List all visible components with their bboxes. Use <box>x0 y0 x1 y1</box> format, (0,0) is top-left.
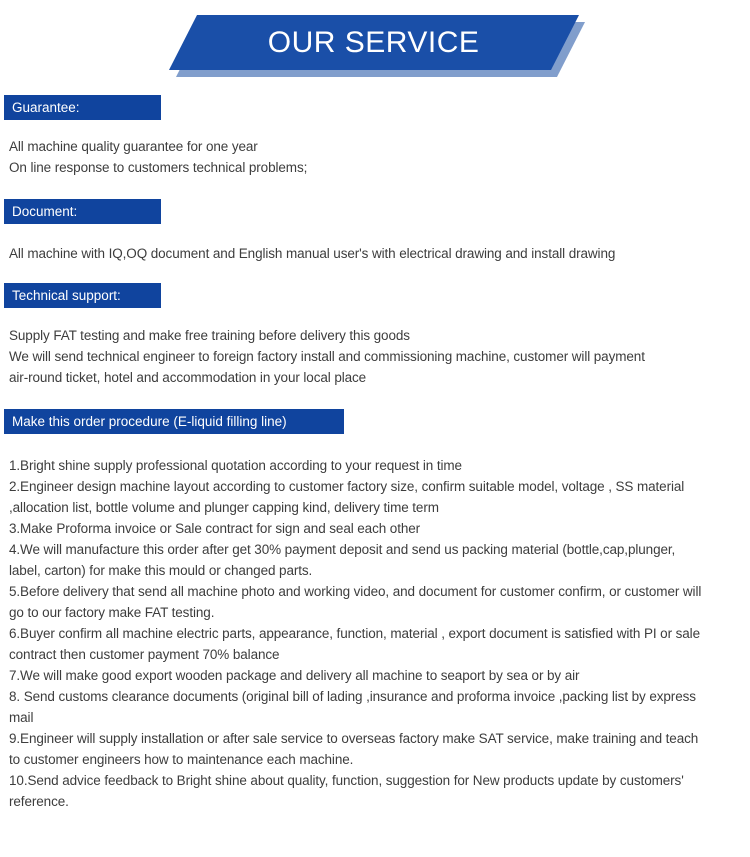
text-line: 2.Engineer design machine layout according to customer factory size, confirm suitable model, voltage , SS material <box>9 479 685 494</box>
text-line: mail <box>9 710 34 725</box>
section-label-guarantee: Guarantee: <box>4 95 161 120</box>
section-body-document <box>9 243 749 264</box>
text-line: 3.Make Proforma invoice or Sale contract for sign and seal each other <box>9 521 421 536</box>
section-body-guarantee <box>9 136 749 178</box>
text-line: 6.Buyer confirm all machine electric parts, appearance, function, material , export document is satisfied with PI or sale <box>9 626 700 641</box>
text-line: Supply FAT testing and make free training before delivery this goods <box>9 328 410 343</box>
page-title: OUR SERVICE <box>268 25 480 59</box>
section-label-order-procedure: Make this order procedure (E-liquid filling line) <box>4 409 344 434</box>
text-line: 8. Send customs clearance documents (original bill of lading ,insurance and proforma invoice ,packing list by express <box>9 689 696 704</box>
text-line: 1.Bright shine supply professional quotation according to your request in time <box>9 458 462 473</box>
text-line: contract then customer payment 70% balance <box>9 647 280 662</box>
section-body-order-procedure <box>9 455 749 812</box>
text-line: label, carton) for make this mould or changed parts. <box>9 563 313 578</box>
text-line: On line response to customers technical problems; <box>9 160 308 175</box>
text-line: 4.We will manufacture this order after get 30% payment deposit and send us packing material (bottle,cap,plunger, <box>9 542 676 557</box>
section-label-document: Document: <box>4 199 161 224</box>
text-line: All machine quality guarantee for one year <box>9 139 258 154</box>
text-line: We will send technical engineer to foreign factory install and commissioning machine, customer will payment <box>9 349 645 364</box>
text-line: All machine with IQ,OQ document and English manual user's with electrical drawing and install drawing <box>9 246 616 261</box>
section-label-technical-support: Technical support: <box>4 283 161 308</box>
text-line: ,allocation list, bottle volume and plunger capping kind, delivery time term <box>9 500 439 515</box>
text-line: reference. <box>9 794 69 809</box>
text-line: 5.Before delivery that send all machine photo and working video, and document for customer confirm, or customer will <box>9 584 702 599</box>
text-line: go to our factory make FAT testing. <box>9 605 215 620</box>
text-line: to customer engineers how to maintenance each machine. <box>9 752 354 767</box>
text-line: 9.Engineer will supply installation or after sale service to overseas factory make SAT service, make training and teach <box>9 731 699 746</box>
section-body-technical-support <box>9 325 749 388</box>
service-banner <box>169 15 579 70</box>
text-line: air-round ticket, hotel and accommodation in your local place <box>9 370 367 385</box>
text-line: 10.Send advice feedback to Bright shine about quality, function, suggestion for New products update by customers' <box>9 773 684 788</box>
text-line: 7.We will make good export wooden package and delivery all machine to seaport by sea or by air <box>9 668 580 683</box>
